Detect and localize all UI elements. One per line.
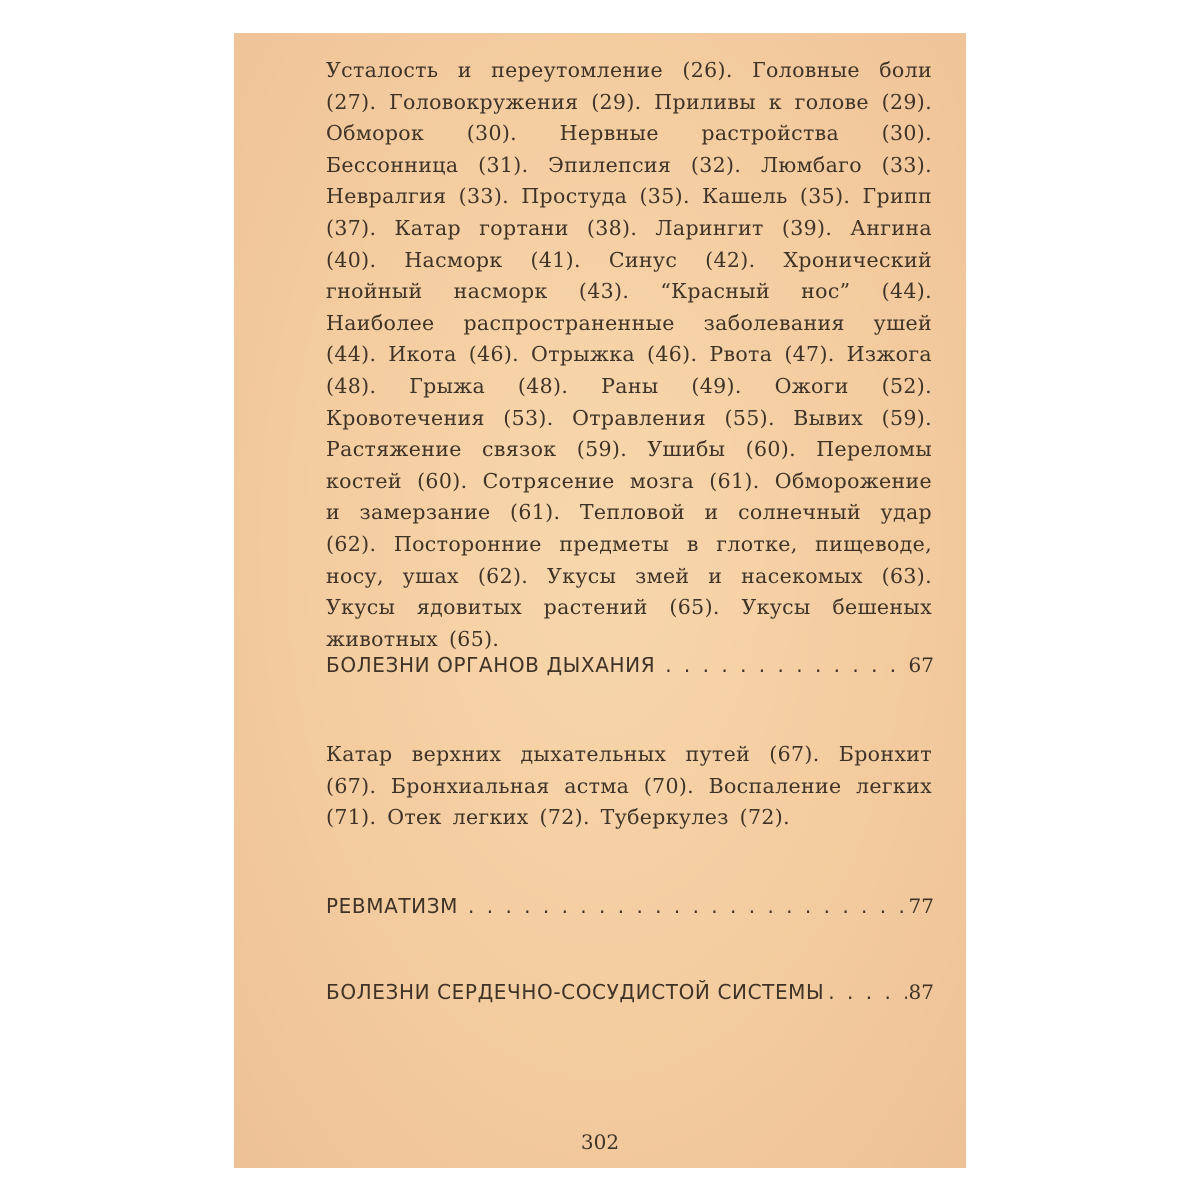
- toc-leader-dots: [828, 980, 906, 1004]
- contents-paragraph-general-ailments: Усталость и переутомление (26). Головные боли (27). Головокружения (29). Приливы к голове (29). Обморок (30). Нервные растройства (30). Бессонница (31). Эпилепсия (32). Люмбаго (33). Невралгия (33). Простуда (35). Кашель (35). Грипп (37). Катар гортани (38). Ларингит (39). Ангина (40). Насморк (41). Синус (42). Хронический гнойный насморк (43). “Красный нос” (44). Наиболее распространенные заболевания ушей (44). Икота (46). Отрыжка (46). Рвота (47). Изжога (48). Грыжа (48). Раны (49). Ожоги (52). Кровотечения (53). Отравления (55). Вывих (59). Растяжение связок (59). Ушибы (60). Переломы костей (60). Сотрясение мозга (61). Обморожение и замерзание (61). Тепловой и солнечный удар (62). Посторонние предметы в глотке, пищеводе, носу, ушах (62). Укусы змей и насекомых (63). Укусы ядовитых растений (65). Укусы бешеных животных (65).: [326, 58, 932, 651]
- toc-entry-page: 77: [908, 894, 934, 918]
- toc-entry-page: 67: [908, 653, 934, 677]
- toc-entry-title: БОЛЕЗНИ СЕРДЕЧНО-СОСУДИСТОЙ СИСТЕМЫ: [326, 980, 825, 1004]
- contents-paragraph-respiratory: Катар верхних дыхательных путей (67). Бронхит (67). Бронхиальная астма (70). Воспаление легких (71). Отек легких (72). Туберкулез (72).: [326, 742, 932, 830]
- book-page: [234, 33, 966, 1168]
- toc-leader-dots: [468, 894, 905, 918]
- toc-entry-rheumatism: [326, 894, 934, 918]
- toc-entry-respiratory: [326, 653, 934, 677]
- page-number: 302: [580, 1130, 620, 1154]
- toc-entry-title: РЕВМАТИЗМ: [326, 894, 459, 918]
- toc-leader-dots: [665, 653, 904, 677]
- toc-entry-cardiovascular: [326, 980, 934, 1004]
- toc-entry-page: 87: [908, 980, 934, 1004]
- toc-entry-title: БОЛЕЗНИ ОРГАНОВ ДЫХАНИЯ: [326, 653, 656, 677]
